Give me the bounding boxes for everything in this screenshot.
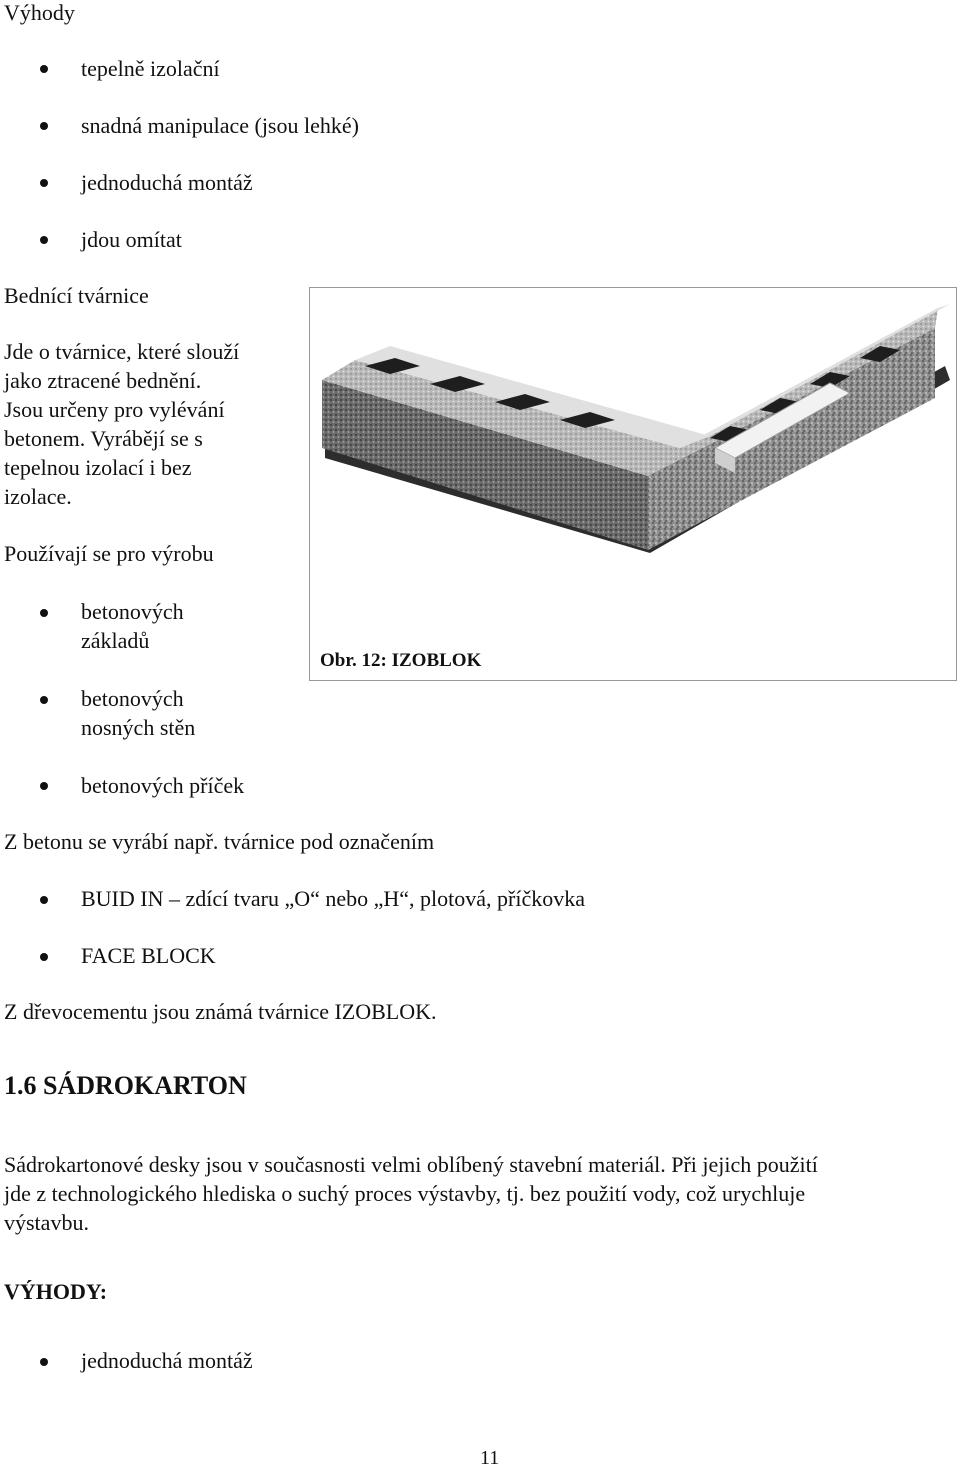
concrete-line: Z betonu se vyrábí např. tvárnice pod označením: [4, 829, 435, 854]
formwork-desc-line: izolace.: [4, 484, 72, 509]
izoblok-image: [310, 288, 956, 680]
bullet-icon: [40, 896, 48, 904]
formwork-desc-line: betonem. Vyrábějí se s: [4, 426, 203, 451]
list-item: nosných stěn: [81, 715, 196, 740]
list-item: jednoduchá montáž: [81, 170, 253, 195]
list-item: základů: [81, 628, 150, 653]
uses-title: Používají se pro výrobu: [4, 541, 214, 566]
figure-caption: Obr. 12: IZOBLOK: [320, 650, 482, 671]
formwork-desc-line: Jsou určeny pro vylévání: [4, 397, 225, 422]
formwork-desc-line: jako ztracené bednění.: [4, 368, 202, 393]
formwork-desc-line: Jde o tvárnice, které slouží: [4, 339, 240, 364]
list-item: FACE BLOCK: [81, 943, 216, 968]
list-item: tepelně izolační: [81, 56, 220, 81]
woodcement-line: Z dřevocementu jsou známá tvárnice IZOBLOK.: [4, 999, 437, 1024]
figure-izoblok: [309, 287, 957, 681]
bullet-icon: [40, 696, 48, 704]
page-number: 11: [480, 1447, 500, 1469]
formwork-desc-line: tepelnou izolací i bez: [4, 455, 192, 480]
list-item: jdou omítat: [81, 227, 182, 252]
section-paragraph-line: Sádrokartonové desky jsou v současnosti velmi oblíbený stavební materiál. Při jejich použití: [4, 1152, 818, 1177]
section-paragraph-line: výstavbu.: [4, 1210, 89, 1235]
advantages-title: Výhody: [4, 0, 75, 25]
list-item: betonových příček: [81, 773, 245, 798]
bullet-icon: [40, 609, 48, 617]
list-item: betonových: [81, 599, 184, 624]
vyhody-heading: VÝHODY:: [4, 1279, 108, 1304]
list-item: jednoduchá montáž: [81, 1348, 253, 1373]
bullet-icon: [40, 236, 48, 244]
bullet-icon: [40, 782, 48, 790]
bullet-icon: [40, 953, 48, 961]
bullet-icon: [40, 122, 48, 130]
bullet-icon: [40, 1358, 48, 1366]
list-item: betonových: [81, 686, 184, 711]
formwork-title: Bednící tvárnice: [4, 283, 149, 308]
list-item: snadná manipulace (jsou lehké): [81, 113, 359, 138]
bullet-icon: [40, 179, 48, 187]
section-heading: 1.6 SÁDROKARTON: [4, 1071, 247, 1100]
list-item: BUID IN – zdící tvaru „O“ nebo „H“, plotová, příčkovka: [81, 886, 586, 911]
bullet-icon: [40, 65, 48, 73]
section-paragraph-line: jde z technologického hlediska o suchý proces výstavby, tj. bez použití vody, což urychluje: [4, 1181, 806, 1206]
